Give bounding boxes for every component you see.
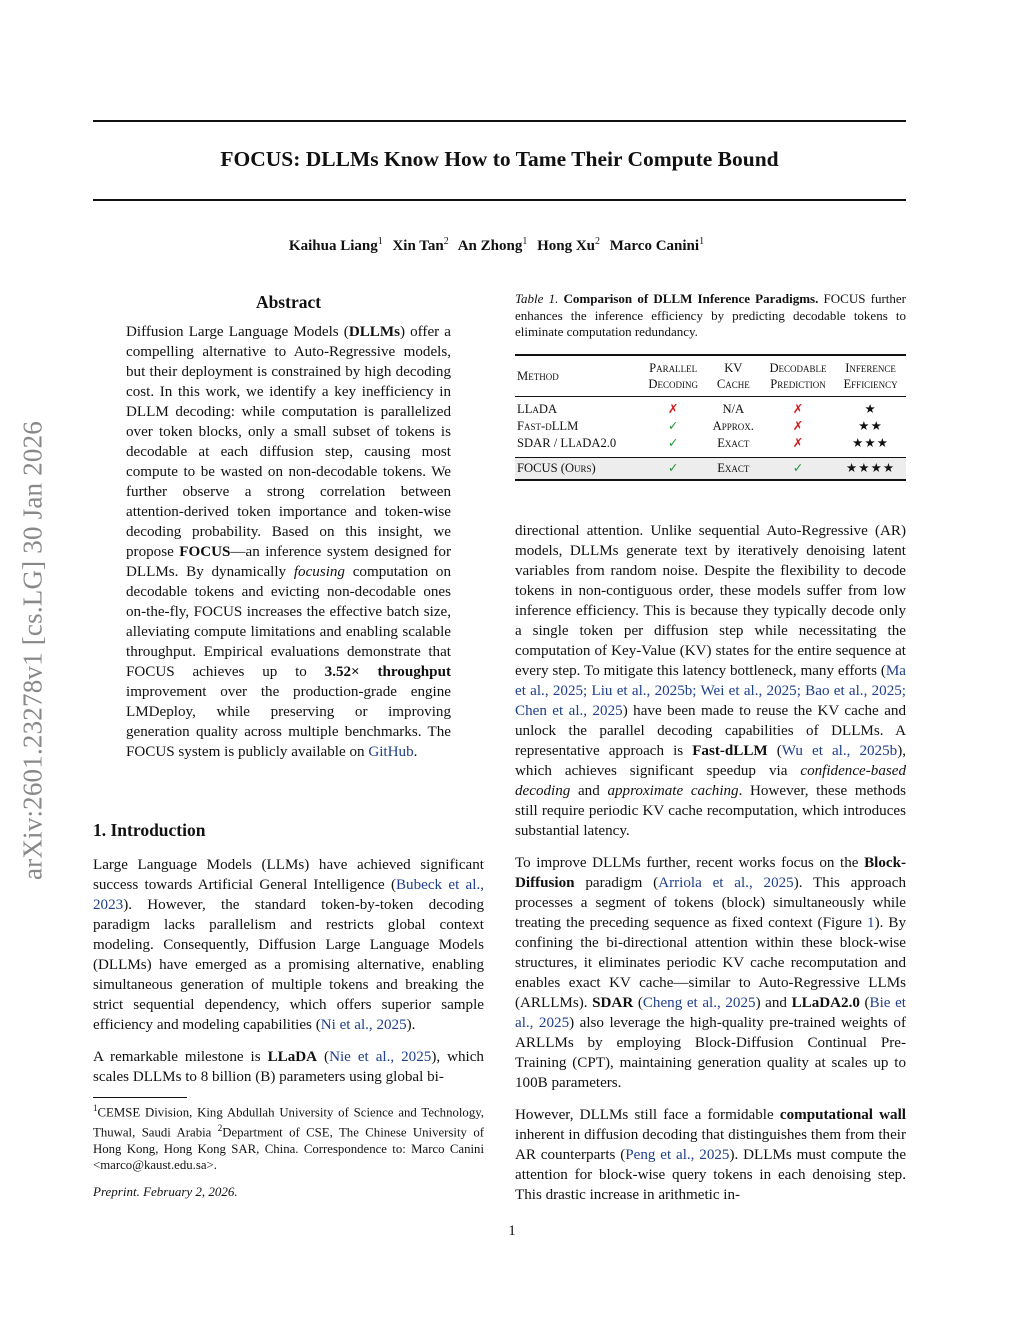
header-decodable-prediction: Decodable Prediction [761,355,835,397]
cross-icon: ✗ [792,436,804,450]
check-icon: ✓ [667,436,679,450]
header-method: Method [515,355,641,397]
author-affiliation: 1 [377,236,383,247]
author-name: Hong Xu [537,238,596,254]
citation-link[interactable]: Peng et al., 2025 [625,1147,730,1163]
table-header-row [515,355,906,397]
check-icon: ✓ [641,458,706,481]
github-link[interactable]: GitHub [368,744,414,760]
comparison-table [515,354,906,481]
body-paragraph: However, DLLMs still face a formidable computational wall inherent in diffusion decoding that distinguishes them from their AR counterparts (Peng et al., 2025). DLLMs must compute the attention for block-wise query tokens in each denoising step. This drastic increase in arithmetic in- [515,1107,907,1203]
section-heading-introduction: 1. Introduction [93,820,206,840]
title-bottom-rule [93,199,906,201]
paper-title: FOCUS: DLLMs Know How to Tame Their Compute Bound [220,147,779,171]
intro-paragraph-1: Large Language Models (LLMs) have achieved significant success towards Artificial General Intelligence (Bubeck et al., 2023). However, the standard token-by-token decoding paradigm lacks parallelism and restricts global context modeling. Consequently, Diffusion Large Language Models (DLLMs) have emerged as a promising alternative, enabling simultaneous generation of multiple tokens and breaking the strict sequential dependency, which offers superior sample efficiency and modeling capabilities (Ni et al., 2025). [93,857,484,1033]
header-parallel-decoding: Parallel Decoding [641,355,706,397]
author-affiliation: 2 [443,236,449,247]
page-number: 1 [508,1223,516,1239]
citation-link[interactable]: Ni et al., 2025 [320,1017,407,1033]
citation-link[interactable]: Ma et al., 2025; Liu et al., 2025b; Wei et al., 2025; Bao et al., 2025; Chen et al., 2025 [515,663,906,719]
cross-icon: ✗ [761,397,835,419]
title-top-rule [93,120,906,122]
body-paragraph: directional attention. Unlike sequential Auto-Regressive (AR) models, DLLMs generate text by iteratively denoising latent variables from random noise. Despite the flexibility to decode tokens in non-contiguous order, these models suffer from low inference efficiency. This is because they typically decode only a single token per diffusion step while necessitating the computation of Key-Value (KV) states for the entire sequence at every step. To mitigate this latency bottleneck, many efforts (Ma et al., 2025; Liu et al., 2025b; Wei et al., 2025; Bao et al., 2025; Chen et al., 2025) have been made to reuse the KV cache and unlock the parallel decoding capabilities of DLLMs. A representative approach is Fast-dLLM (Wu et al., 2025b), which achieves significant speedup via confidence-based decoding and approximate caching. However, these methods still require periodic KV cache recomputation, which introduces substantial latency. [515,523,906,839]
check-icon: ✓ [667,419,679,433]
star-rating: ★ [835,397,906,419]
header-kv-cache: KV Cache [706,355,761,397]
table-row-highlighted: FOCUS (Ours) ✓ Exact ✓ ★★★★ [515,458,906,481]
author-affiliation: 1 [699,236,705,247]
citation-link[interactable]: Wu et al., 2025b [781,743,898,759]
intro-body [93,855,484,1099]
author-affiliation: 2 [595,236,601,247]
citation-link[interactable]: Nie et al., 2025 [329,1049,432,1065]
arxiv-stamp: arXiv:2601.23278v1 [cs.LG] 30 Jan 2026 [17,420,48,881]
footnote-rule [93,1097,187,1098]
cross-icon: ✗ [792,419,804,433]
cross-icon: ✗ [641,397,706,419]
author-list [93,236,906,255]
citation-link[interactable]: Bubeck et al., 2023 [93,877,484,913]
citation-link[interactable]: Bie et al., 2025 [515,995,906,1031]
citation-link[interactable]: Cheng et al., 2025 [642,995,756,1011]
header-inference-efficiency: Inference Efficiency [835,355,906,397]
star-rating: ★★ [858,419,883,433]
author-name: Xin Tan [392,238,444,254]
body-paragraph: To improve DLLMs further, recent works focus on the Block-Diffusion paradigm (Arriola et al., 2025). This approach processes a segment of tokens (block) simultaneously while treating the preceding sequence as fixed context (Figure 1). By confining the bi-directional attention within these block-wise structures, it eliminates periodic KV cache recomputation and enables exact KV cache—similar to Auto-Regressive LLMs (ARLLMs). SDAR (Cheng et al., 2025) and LLaDA2.0 (Bie et al., 2025) also leverage the high-quality pre-trained weights of ARLLMs by employing Block-Diffusion Continual Pre-Training (CPT), maintaining generation quality at scales up to 100B parameters. [515,855,907,1091]
intro-paragraph-2: A remarkable milestone is LLaDA (Nie et al., 2025), which scales DLLMs to 8 billion (B) parameters using global bi- [93,1049,484,1085]
abstract-body: Diffusion Large Language Models (DLLMs) offer a compelling alternative to Auto-Regressive models, but their deployment is constrained by high decoding cost. In this work, we identify a key inefficiency in DLLM decoding: while computation is parallelized over token blocks, only a small subset of tokens is decodable at each diffusion step, causing most compute to be wasted on non-decodable tokens. We further observe a strong correlation between attention-derived token importance and token-wise decoding probability. Based on this insight, we propose FOCUS—an inference system designed for DLLMs. By dynamically focusing computation on decodable tokens and evicting non-decodable ones on-the-fly, FOCUS increases the effective batch size, alleviating compute limitations and enabling scalable throughput. Empirical evaluations demonstrate that FOCUS achieves up to 3.52× throughput improvement over the production-grade engine LMDeploy, while preserving or improving generation quality across multiple benchmarks. The FOCUS system is publicly available on GitHub. [126,324,451,760]
citation-link[interactable]: Arriola et al., 2025 [658,875,794,891]
abstract-heading: Abstract [255,292,322,312]
figure-link[interactable]: 1 [867,915,875,931]
author-name: An Zhong [457,238,523,254]
affiliation-footnote: $^1$CEMSE Division, King Abdullah University of Science and Technology, Thuwal, Saudi Arabia $^2$Department of CSE, The Chinese University of Hong Kong, Hong Kong SAR, China. Correspondence to: Marco Canini <marco@kaust.edu.sa>. [93,1103,484,1172]
right-column-body [515,521,906,1217]
table-row: LLaDA ✗ N/A ✗ ★ [515,397,906,419]
table-row: Fast-dLLM ✓ Approx. ✗ ★★ [515,418,906,435]
author-affiliation: 1 [522,236,528,247]
table-caption: Table 1. Comparison of DLLM Inference Paradigms. FOCUS further enhances the inference efficiency by predicting decodable tokens to eliminate computation redundancy. [515,291,907,339]
check-icon: ✓ [761,458,835,481]
author-name: Kaihua Liang [288,238,378,254]
table-row: SDAR / LLaDA2.0 ✓ Exact ✗ ★★★ [515,435,906,458]
star-rating: ★★★ [852,436,890,450]
preprint-date: Preprint. February 2, 2026. [93,1184,238,1199]
star-rating: ★★★★ [835,458,906,481]
author-name: Marco Canini [609,238,700,254]
